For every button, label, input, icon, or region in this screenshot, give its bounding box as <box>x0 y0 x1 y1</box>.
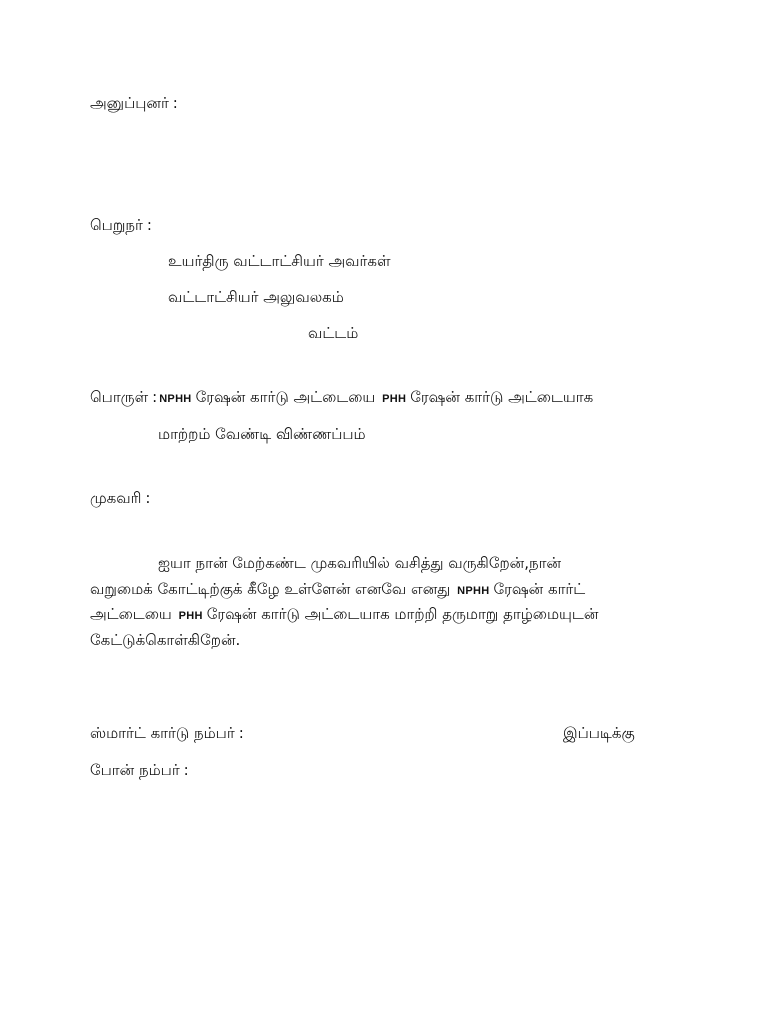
address-label: முகவரி <box>90 489 142 507</box>
subject-abbr-phh: PHH <box>382 393 407 405</box>
sender-label: அனுப்புனர் <box>90 94 169 112</box>
body-abbr-phh: PHH <box>178 610 203 622</box>
subject-colon: : <box>152 388 158 406</box>
subject-text-part-1: ரேஷன் கார்டு அட்டையை <box>195 388 376 406</box>
recipient-colon: : <box>146 216 152 234</box>
phone-line <box>90 760 189 780</box>
body-line-3 <box>90 604 598 626</box>
subject-text-part-2: ரேஷன் கார்டு அட்டையாக <box>410 388 594 406</box>
recipient-address-line-1: உயர்திரு வட்டாட்சியர் அவர்கள் <box>168 252 391 270</box>
subject-line <box>90 387 593 409</box>
sender-line <box>90 93 178 113</box>
sender-colon: : <box>172 94 178 112</box>
body-line-2 <box>90 579 585 601</box>
body-line-1: ஐயா நான் மேற்கண்ட முகவரியில் வசித்து வருகிறேன்,நான் <box>158 554 561 572</box>
phone-colon: : <box>183 761 189 779</box>
address-colon: : <box>145 489 151 507</box>
recipient-address-line-2: வட்டாட்சியர் அலுவலகம் <box>168 288 344 306</box>
recipient-label: பெறுநர் <box>90 216 143 234</box>
subject-line-2: மாற்றம் வேண்டி விண்ணப்பம் <box>158 425 366 443</box>
body-line-4: கேட்டுக்கொள்கிறேன். <box>90 631 241 649</box>
body-abbr-nphh: NPHH <box>457 585 490 597</box>
subject-label: பொருள் <box>90 388 149 406</box>
smart-card-colon: : <box>238 724 244 742</box>
body-line-2-text: வறுமைக் கோட்டிற்குக் கீழே உள்ளேன் எனவே எனது <box>90 580 451 598</box>
smart-card-label: ஸ்மார்ட் கார்டு நம்பர் <box>90 724 235 742</box>
body-line-2-text-end: ரேஷன் கார்ட் <box>493 580 586 598</box>
body-line-3-text-end: ரேஷன் கார்டு அட்டையாக மாற்றி தருமாறு தாழ்மையுடன் <box>206 605 599 623</box>
subject-abbr-nphh: NPHH <box>159 393 192 405</box>
recipient-address-line-3: வட்டம் <box>308 324 359 342</box>
smart-card-line <box>90 723 244 743</box>
phone-label: போன் நம்பர் <box>90 761 180 779</box>
closing-text: இப்படிக்கு <box>563 724 635 742</box>
body-line-3-text: அட்டையை <box>90 605 172 623</box>
recipient-line <box>90 215 152 235</box>
address-line <box>90 488 150 508</box>
